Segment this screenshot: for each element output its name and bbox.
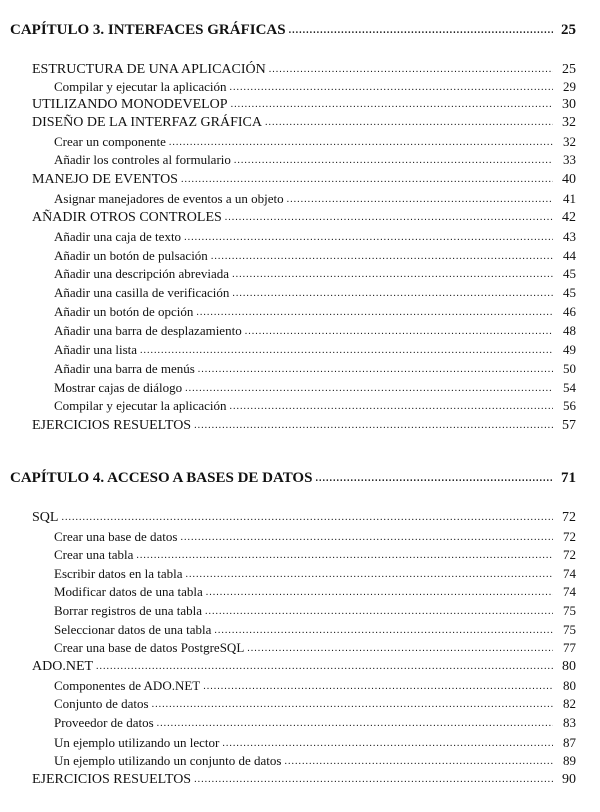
toc-page-number: 46: [563, 304, 576, 319]
dot-leader: [245, 326, 553, 337]
toc-entry-title: Añadir un botón de pulsación: [54, 248, 208, 263]
toc-entry-row: [54, 134, 576, 150]
toc-entry-title: Borrar registros de una tabla: [54, 603, 203, 618]
dot-leader: [214, 625, 553, 636]
dot-leader: [194, 420, 553, 431]
toc-entry-row: [54, 547, 576, 563]
dot-leader: [234, 155, 553, 166]
toc-entry-row: [54, 380, 576, 396]
toc-entry-title: UTILIZANDO MONODEVELOP: [32, 97, 228, 112]
toc-entry-title: Un ejemplo utilizando un conjunto de datos: [54, 753, 282, 768]
toc-page-number: 43: [563, 229, 576, 244]
toc-entry-row: [54, 678, 576, 694]
toc-page-number: 83: [563, 715, 576, 730]
dot-leader: [198, 364, 553, 375]
dot-leader: [194, 774, 553, 785]
toc-entry-title: DISEÑO DE LA INTERFAZ GRÁFICA: [32, 115, 262, 130]
toc-entry-title: EJERCICIOS RESUELTOS: [32, 418, 192, 433]
toc-entry-row: [32, 772, 576, 788]
dot-leader: [211, 251, 553, 262]
toc-page-number: 50: [563, 361, 576, 376]
toc-page-number: 72: [562, 510, 576, 525]
toc-entry-title: Proveedor de datos: [54, 715, 154, 730]
dot-leader: [136, 550, 553, 561]
toc-page-number: 25: [561, 22, 576, 38]
toc-entry-row: [32, 210, 576, 226]
toc-page-number: 44: [563, 248, 576, 263]
toc-entry-title: Seleccionar datos de una tabla: [54, 622, 212, 637]
toc-page-number: 75: [563, 622, 576, 637]
toc-entry-title: Un ejemplo utilizando un lector: [54, 735, 220, 750]
toc-entry-title: Asignar manejadores de eventos a un objeto: [54, 191, 284, 206]
toc-entry-title: Añadir una barra de desplazamiento: [54, 323, 242, 338]
dot-leader: [222, 738, 553, 749]
toc-entry-row: [54, 584, 576, 600]
toc-page-number: 56: [563, 398, 576, 413]
toc-entry-row: [54, 152, 576, 168]
toc-entry-row: [54, 622, 576, 638]
toc-entry-title: AÑADIR OTROS CONTROLES: [32, 210, 222, 225]
toc-entry-title: CAPÍTULO 3. INTERFACES GRÁFICAS: [10, 22, 286, 38]
toc-page-number: 33: [563, 152, 576, 167]
toc-entry-title: SQL: [32, 510, 59, 525]
dot-leader: [265, 117, 553, 128]
toc-entry-row: [54, 735, 576, 751]
toc-page-number: 30: [562, 97, 576, 112]
toc-page-number: 74: [563, 566, 576, 581]
dot-leader: [230, 401, 553, 412]
toc-entry-title: EJERCICIOS RESUELTOS: [32, 772, 192, 787]
toc-entry-title: MANEJO DE EVENTOS: [32, 172, 178, 187]
toc-entry-title: ESTRUCTURA DE UNA APLICACIÓN: [32, 62, 266, 77]
dot-leader: [61, 512, 553, 523]
toc-entry-row: [54, 323, 576, 339]
toc-entry-row: [32, 510, 576, 526]
toc-entry-title: Compilar y ejecutar la aplicación: [54, 398, 227, 413]
toc-entry-row: [54, 285, 576, 301]
dot-leader: [247, 643, 553, 654]
toc-page-number: 80: [563, 678, 576, 693]
dot-leader: [232, 288, 553, 299]
toc-entry-row: [54, 79, 576, 95]
toc-entry-title: Añadir una barra de menús: [54, 361, 195, 376]
dot-leader: [206, 587, 553, 598]
toc-entry-title: Crear una base de datos PostgreSQL: [54, 640, 245, 655]
dot-leader: [230, 82, 553, 93]
dot-leader: [205, 606, 553, 617]
toc-page-number: 48: [563, 323, 576, 338]
toc-entry-row: [54, 715, 576, 731]
toc-entry-row: [54, 696, 576, 712]
dot-leader: [96, 661, 553, 672]
toc-entry-title: Compilar y ejecutar la aplicación: [54, 79, 227, 94]
toc-entry-row: [54, 361, 576, 377]
toc-entry-row: [54, 529, 576, 545]
toc-page-number: 40: [562, 172, 576, 187]
toc-entry-title: Crear una tabla: [54, 547, 134, 562]
toc-chapter-row: [10, 470, 576, 487]
toc-entry-row: [54, 640, 576, 656]
toc-page-number: 42: [562, 210, 576, 225]
toc-page-number: 87: [563, 735, 576, 750]
dot-leader: [184, 232, 553, 243]
dot-leader: [232, 269, 553, 280]
dot-leader: [231, 99, 553, 110]
toc-entry-row: [54, 304, 576, 320]
toc-entry-title: ADO.NET: [32, 659, 94, 674]
toc-page-number: 29: [563, 79, 576, 94]
toc-page-number: 25: [562, 62, 576, 77]
toc-page-number: 75: [563, 603, 576, 618]
toc-entry-row: [54, 248, 576, 264]
dot-leader: [315, 473, 553, 484]
dot-leader: [186, 569, 553, 580]
dot-leader: [289, 25, 553, 36]
toc-entry-row: [54, 566, 576, 582]
toc-entry-title: Añadir los controles al formulario: [54, 152, 231, 167]
dot-leader: [196, 307, 553, 318]
dot-leader: [269, 64, 553, 75]
dot-leader: [152, 699, 553, 710]
toc-page-number: 77: [563, 640, 576, 655]
dot-leader: [157, 718, 553, 729]
toc-entry-title: Mostrar cajas de diálogo: [54, 380, 183, 395]
dot-leader: [185, 383, 553, 394]
toc-page-number: 72: [563, 529, 576, 544]
toc-entry-row: [32, 418, 576, 434]
toc-entry-row: [32, 659, 576, 675]
toc-entry-title: Añadir una caja de texto: [54, 229, 182, 244]
toc-entry-title: Añadir una casilla de verificación: [54, 285, 230, 300]
toc-page-number: 49: [563, 342, 576, 357]
toc-entry-row: [32, 62, 576, 78]
toc-page-number: 41: [563, 191, 576, 206]
toc-page-number: 74: [563, 584, 576, 599]
toc-entry-row: [54, 603, 576, 619]
toc-entry-title: Añadir un botón de opción: [54, 304, 194, 319]
toc-entry-row: [32, 97, 576, 113]
toc-entry-row: [54, 398, 576, 414]
toc-entry-title: Crear un componente: [54, 134, 166, 149]
toc-page-number: 45: [563, 285, 576, 300]
dot-leader: [169, 137, 553, 148]
toc-chapter-row: [10, 22, 576, 39]
toc-entry-title: Conjunto de datos: [54, 696, 149, 711]
dot-leader: [287, 194, 553, 205]
toc-page-number: 54: [563, 380, 576, 395]
toc-page-number: 32: [562, 115, 576, 130]
toc-entry-title: Crear una base de datos: [54, 529, 178, 544]
toc-page-number: 90: [562, 772, 576, 787]
toc-entry-row: [54, 753, 576, 769]
toc-page-number: 71: [561, 470, 576, 486]
toc-entry-title: Escribir datos en la tabla: [54, 566, 183, 581]
dot-leader: [284, 756, 553, 767]
toc-page-number: 82: [563, 696, 576, 711]
toc-entry-row: [54, 229, 576, 245]
toc-entry-row: [54, 266, 576, 282]
dot-leader: [140, 345, 553, 356]
toc-entry-row: [54, 191, 576, 207]
toc-page-number: 45: [563, 266, 576, 281]
toc-page-number: 57: [562, 418, 576, 433]
toc-entry-title: Añadir una descripción abreviada: [54, 266, 230, 281]
toc-page-number: 80: [562, 659, 576, 674]
toc-entry-title: Componentes de ADO.NET: [54, 678, 201, 693]
toc-entry-row: [32, 115, 576, 131]
toc-entry-title: Modificar datos de una tabla: [54, 584, 203, 599]
toc-entry-row: [32, 172, 576, 188]
dot-leader: [203, 681, 553, 692]
dot-leader: [181, 174, 553, 185]
toc-page-number: 72: [563, 547, 576, 562]
toc-entry-title: Añadir una lista: [54, 342, 138, 357]
toc-entry-title: CAPÍTULO 4. ACCESO A BASES DE DATOS: [10, 470, 313, 486]
dot-leader: [225, 212, 553, 223]
toc-page-number: 32: [563, 134, 576, 149]
dot-leader: [180, 532, 553, 543]
toc-entry-row: [54, 342, 576, 358]
toc-page-number: 89: [563, 753, 576, 768]
